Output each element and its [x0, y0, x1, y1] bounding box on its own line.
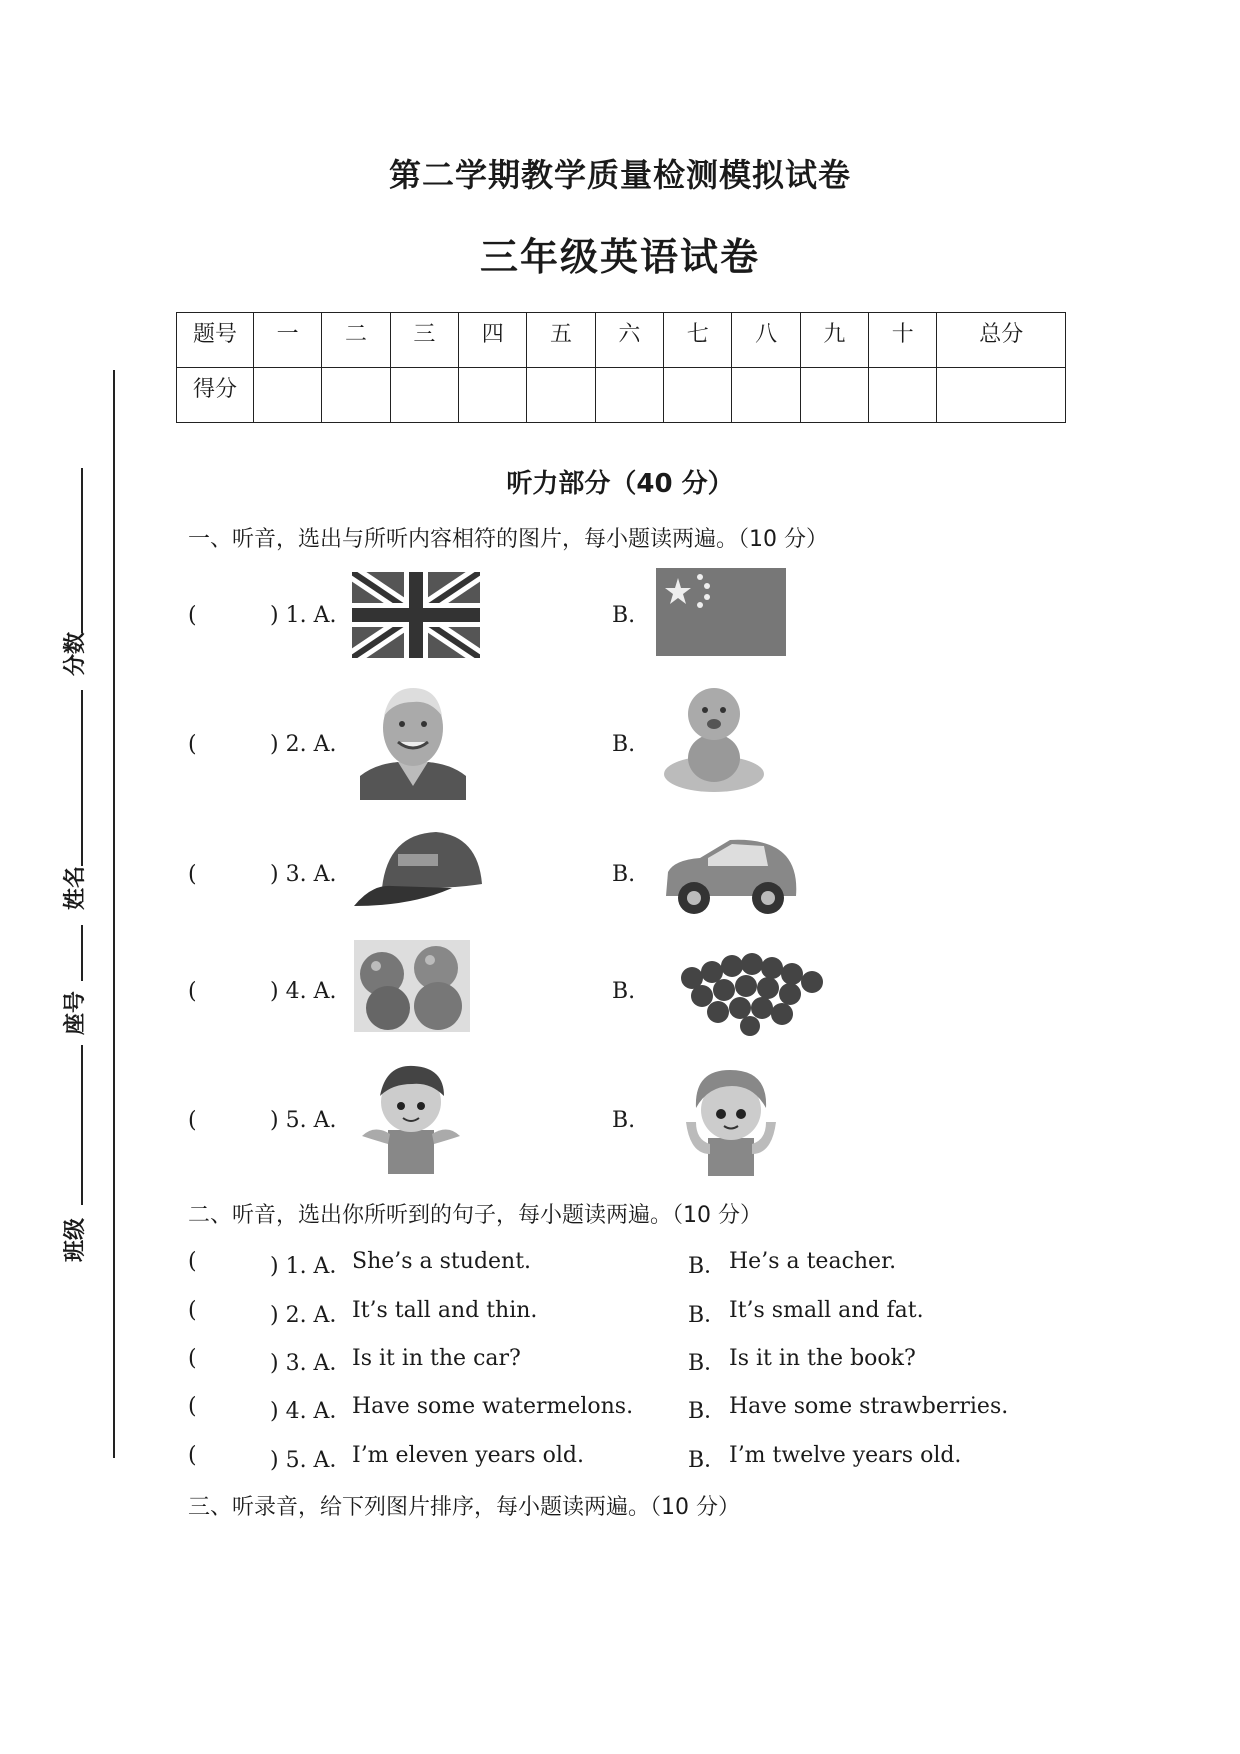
china-flag-image[interactable]: [656, 568, 786, 656]
option-a-label: 4. A．: [285, 1399, 352, 1424]
exam-subtitle: 三年级英语试卷: [479, 235, 760, 279]
option-a-text[interactable]: I’m eleven years old.: [352, 1443, 584, 1468]
bracket-close: ): [270, 1108, 279, 1133]
option-b-text[interactable]: He’s a teacher.: [729, 1249, 897, 1274]
boy-cartoon-image[interactable]: [356, 1060, 466, 1174]
baby-image[interactable]: [660, 680, 768, 798]
table-cell: 五: [527, 313, 595, 368]
question-number: [270, 862, 336, 887]
option-a-label: 4. A.: [285, 979, 337, 1004]
question-number: [270, 603, 336, 628]
part1-instruction: 一、听音，选出与所听内容相符的图片，每小题读两遍。（10 分）: [188, 527, 828, 552]
option-a-label: 3. A．: [285, 1351, 352, 1376]
bracket-close: ): [270, 979, 279, 1004]
option-b-label: B．: [688, 1448, 727, 1473]
option-b-label: B.: [612, 862, 636, 887]
binding-line: [113, 370, 115, 1458]
option-b-label: B．: [688, 1351, 727, 1376]
option-a-text[interactable]: Is it in the car?: [352, 1346, 521, 1371]
grapes-image[interactable]: [672, 948, 830, 1038]
table-cell: 九: [800, 313, 868, 368]
apples-image[interactable]: [354, 940, 470, 1032]
option-a-label: 5. A.: [285, 1108, 337, 1133]
table-cell: 七: [664, 313, 732, 368]
option-a-label: 2. A．: [285, 1303, 352, 1328]
score-cell[interactable]: [664, 368, 732, 423]
option-a-text[interactable]: She’s a student.: [352, 1249, 532, 1274]
answer-bracket[interactable]: (: [188, 1108, 197, 1133]
girl-cartoon-image[interactable]: [674, 1064, 788, 1176]
blank-line-name[interactable]: [81, 690, 83, 866]
score-cell[interactable]: [254, 368, 322, 423]
score-cell[interactable]: [732, 368, 800, 423]
table-cell: 一: [254, 313, 322, 368]
question-number: [270, 979, 336, 1004]
score-cell[interactable]: [527, 368, 595, 423]
option-b-label: B．: [688, 1399, 727, 1424]
question-number: ) 1. A．: [270, 1254, 352, 1279]
question-number: [270, 732, 336, 757]
option-b-text[interactable]: It’s small and fat.: [729, 1298, 924, 1323]
score-cell[interactable]: [459, 368, 527, 423]
listening-heading: 听力部分（40 分）: [506, 469, 734, 499]
table-cell: 八: [732, 313, 800, 368]
table-cell: 题号: [177, 313, 254, 368]
question-number: ) 3. A．: [270, 1351, 352, 1376]
option-b-text[interactable]: I’m twelve years old.: [729, 1443, 962, 1468]
score-cell[interactable]: [390, 368, 458, 423]
car-image[interactable]: [660, 836, 800, 918]
table-cell: 六: [595, 313, 663, 368]
option-b-label: B．: [688, 1254, 727, 1279]
question-number: ) 5. A．: [270, 1448, 352, 1473]
option-a-label: 1. A．: [285, 1254, 352, 1279]
answer-bracket[interactable]: (: [188, 979, 197, 1004]
label-class: 班级: [63, 1217, 88, 1262]
score-table-score-row: [177, 368, 1066, 423]
score-table-header-row: [177, 313, 1066, 368]
answer-bracket[interactable]: (: [188, 732, 197, 757]
option-a-text[interactable]: Have some watermelons.: [352, 1394, 634, 1419]
option-a-text[interactable]: It’s tall and thin.: [352, 1298, 538, 1323]
table-cell: 二: [322, 313, 390, 368]
part2-instruction: 二、听音，选出你所听到的句子，每小题读两遍。（10 分）: [188, 1203, 762, 1228]
cap-image[interactable]: [352, 824, 486, 920]
answer-bracket[interactable]: (: [188, 1346, 197, 1371]
option-b-label: B．: [688, 1303, 727, 1328]
table-cell: 三: [390, 313, 458, 368]
bracket-close: ): [270, 732, 279, 757]
option-a-label: 5. A．: [285, 1448, 352, 1473]
table-cell: 十: [869, 313, 937, 368]
old-man-image[interactable]: [360, 676, 466, 800]
part3-instruction: 三、听录音，给下列图片排序，每小题读两遍。（10 分）: [188, 1495, 740, 1520]
label-seat: 座号: [63, 990, 88, 1035]
option-b-label: B.: [612, 732, 636, 757]
option-b-text[interactable]: Have some strawberries.: [729, 1394, 1009, 1419]
blank-line-class[interactable]: [81, 1045, 83, 1205]
table-cell: 得分: [177, 368, 254, 423]
score-cell[interactable]: [869, 368, 937, 423]
score-cell[interactable]: [322, 368, 390, 423]
question-number: [270, 1108, 336, 1133]
option-b-label: B.: [612, 603, 636, 628]
option-a-label: 3. A.: [285, 862, 337, 887]
option-a-label: 2. A.: [285, 732, 337, 757]
label-score: 分数: [63, 631, 88, 676]
score-cell[interactable]: [937, 368, 1066, 423]
answer-bracket[interactable]: (: [188, 1394, 197, 1419]
bracket-close: ): [270, 862, 279, 887]
option-a-label: 1. A.: [285, 603, 337, 628]
table-cell: 总分: [937, 313, 1066, 368]
score-cell[interactable]: [800, 368, 868, 423]
option-b-label: B.: [612, 1108, 636, 1133]
answer-bracket[interactable]: (: [188, 1298, 197, 1323]
answer-bracket[interactable]: (: [188, 1249, 197, 1274]
option-b-text[interactable]: Is it in the book?: [729, 1346, 916, 1371]
score-table: [176, 312, 1066, 423]
label-name: 姓名: [63, 865, 88, 910]
question-number: ) 4. A．: [270, 1399, 352, 1424]
answer-bracket[interactable]: (: [188, 1443, 197, 1468]
exam-title: 第二学期教学质量检测模拟试卷: [388, 156, 851, 194]
answer-bracket[interactable]: (: [188, 603, 197, 628]
table-cell: 四: [459, 313, 527, 368]
bracket-close: ): [270, 603, 279, 628]
uk-flag-image[interactable]: [352, 572, 480, 658]
score-cell[interactable]: [595, 368, 663, 423]
answer-bracket[interactable]: (: [188, 862, 197, 887]
option-b-label: B.: [612, 979, 636, 1004]
blank-line-seat[interactable]: [81, 925, 83, 981]
question-number: ) 2. A．: [270, 1303, 352, 1328]
